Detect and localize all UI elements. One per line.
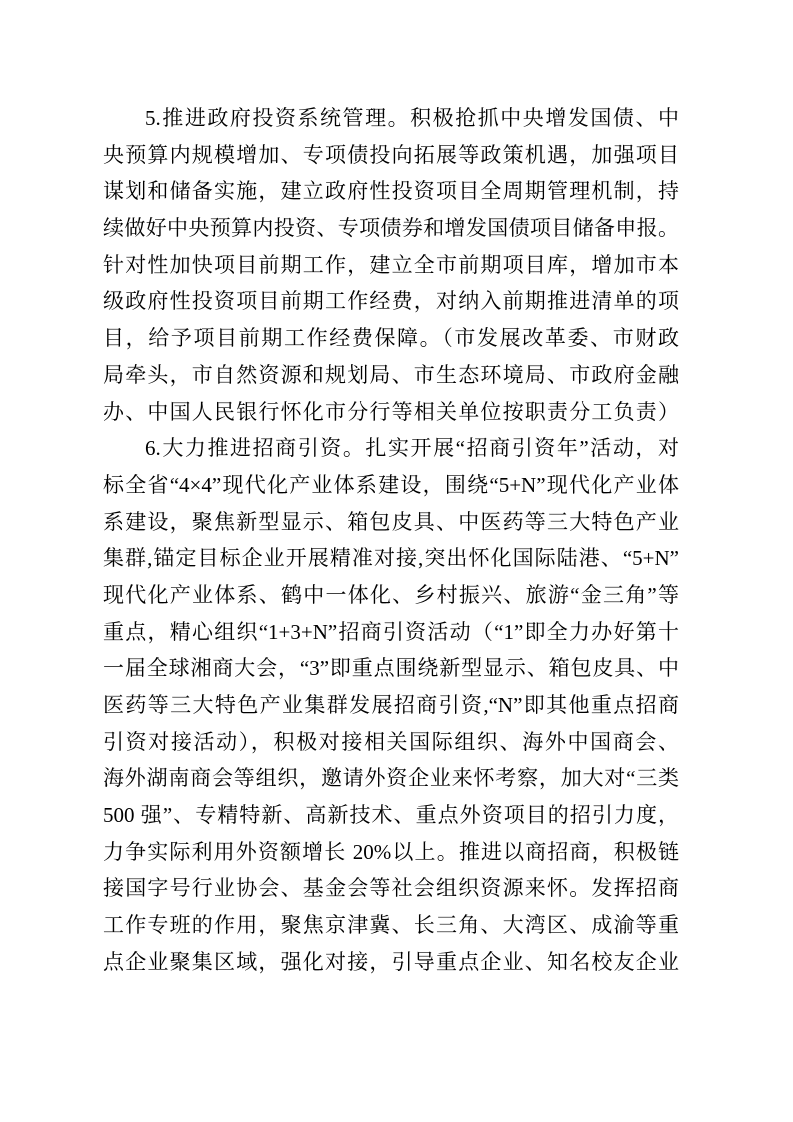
text-line: 续做好中央预算内投资、专项债券和增发国债项目储备申报。 — [103, 216, 679, 241]
text-line: 接国字号行业协会、基金会等社会组织资源来怀。发挥招商 — [103, 876, 679, 901]
text-line: 现代化产业体系、鹤中一体化、乡村振兴、旅游“金三角”等 — [103, 582, 679, 607]
text-line: 力争实际利用外资额增长 20%以上。推进以商招商，积极链 — [103, 839, 679, 864]
text-line: 5.推进政府投资系统管理。积极抢抓中央增发国债、中 — [145, 106, 679, 130]
text-line: 引资对接活动），积极对接相关国际组织、海外中国商会、 — [103, 729, 679, 754]
text-line: 央预算内规模增加、专项债投向拓展等政策机遇，加强项目 — [103, 142, 679, 167]
text-line: 集群,锚定目标企业开展精准对接,突出怀化国际陆港、“5+N” — [103, 546, 679, 571]
text-line: 海外湖南商会等组织，邀请外资企业来怀考察，加大对“三类 — [103, 766, 679, 791]
text-line: 医药等三大特色产业集群发展招商引资,“N”即其他重点招商 — [103, 693, 679, 717]
paragraph-5 — [103, 100, 679, 430]
document-body — [103, 100, 679, 981]
text-line: 一届全球湘商大会，“3”即重点围绕新型显示、箱包皮具、中 — [103, 656, 679, 681]
text-line: 系建设，聚焦新型显示、箱包皮具、中医药等三大特色产业 — [103, 509, 679, 534]
text-line: 局牵头，市自然资源和规划局、市生态环境局、市政府金融 — [103, 362, 679, 387]
text-line: 目，给予项目前期工作经费保障。（市发展改革委、市财政 — [103, 326, 679, 351]
paragraph-6 — [103, 430, 679, 980]
text-line: 谋划和储备实施，建立政府性投资项目全周期管理机制，持 — [103, 179, 679, 204]
text-line: 办、中国人民银行怀化市分行等相关单位按职责分工负责） — [103, 399, 679, 424]
text-line: 标全省“4×4”现代化产业体系建设，围绕“5+N”现代化产业体 — [103, 472, 679, 497]
text-line: 重点，精心组织“1+3+N”招商引资活动（“1”即全力办好第十 — [103, 619, 679, 644]
text-line: 级政府性投资项目前期工作经费，对纳入前期推进清单的项 — [103, 289, 679, 314]
text-line: 500 强”、专精特新、高新技术、重点外资项目的招引力度， — [103, 803, 679, 828]
text-line: 针对性加快项目前期工作，建立全市前期项目库，增加市本 — [103, 252, 679, 277]
text-line: 6.大力推进招商引资。扎实开展“招商引资年”活动，对 — [145, 436, 679, 461]
text-line: 点企业聚集区域，强化对接，引导重点企业、知名校友企业 — [103, 949, 679, 974]
text-line: 工作专班的作用，聚焦京津冀、长三角、大湾区、成渝等重 — [103, 913, 679, 938]
